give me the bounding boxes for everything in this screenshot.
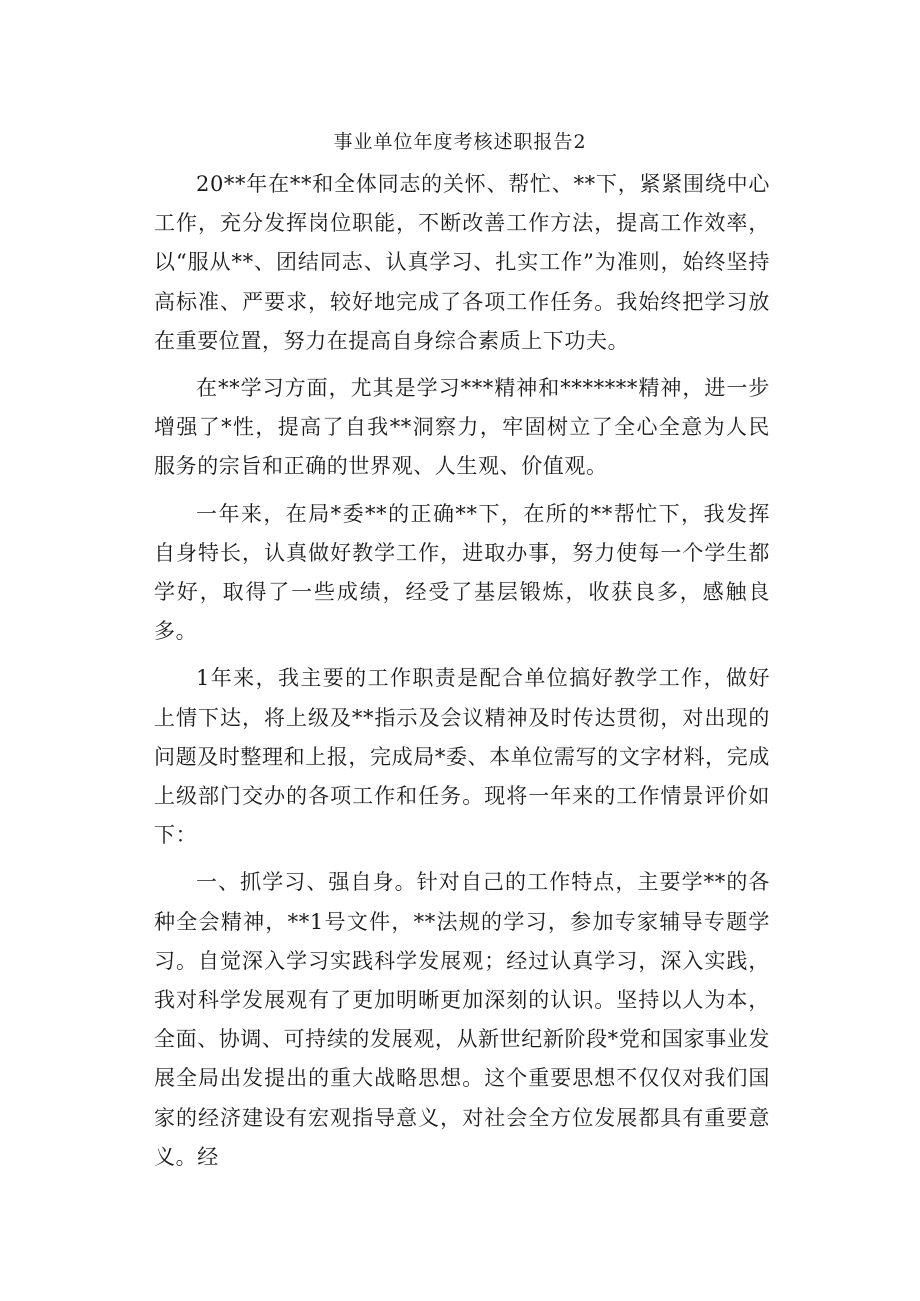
document-title: 事业单位年度考核述职报告2 bbox=[333, 131, 587, 153]
document-body bbox=[154, 165, 770, 1185]
paragraph-4: 1年来，我主要的工作职责是配合单位搞好教学工作，做好上情下达，将上级及**指示及会议精神及时传达贯彻，对出现的问题及时整理和上报，完成局*委、本单位需写的文字材料，完成上级部门交办的各项工作和任务。现将一年来的工作情景评价如下： bbox=[154, 666, 770, 848]
paragraph-5: 一、抓学习、强自身。针对自己的工作特点，主要学**的各种全会精神，**1号文件，**法规的学习，参加专家辅导专题学习。自觉深入学习实践科学发展观；经过认真学习，深入实践，我对科学发展观有了更加明晰更加深刻的认识。坚持以人为本，全面、协调、可持续的发展观，从新世纪新阶段*党和国家事业发展全局出发提出的重大战略思想。这个重要思想不仅仅对我们国家的经济建设有宏观指导意义，对社会全方位发展都具有重要意义。经 bbox=[154, 870, 770, 1169]
paragraph-1: 20**年在**和全体同志的关怀、帮忙、**下，紧紧围绕中心工作，充分发挥岗位职能，不断改善工作方法，提高工作效率，以“服从**、团结同志、认真学习、扎实工作”为准则，始终坚持高标准、严要求，较好地完成了各项工作任务。我始终把学习放在重要位置，努力在提高自身综合素质上下功夫。 bbox=[154, 172, 770, 353]
paragraph-2: 在**学习方面，尤其是学习***精神和*******精神，进一步增强了*性，提高了自我**洞察力，牢固树立了全心全意为人民服务的宗旨和正确的世界观、人生观、价值观。 bbox=[154, 376, 770, 479]
paragraph-3: 一年来，在局*委**的正确**下，在所的**帮忙下，我发挥自身特长，认真做好教学工作，进取办事，努力使每一个学生都学好，取得了一些成绩，经受了基层锻炼，收获良多，感触良多。 bbox=[154, 501, 770, 644]
